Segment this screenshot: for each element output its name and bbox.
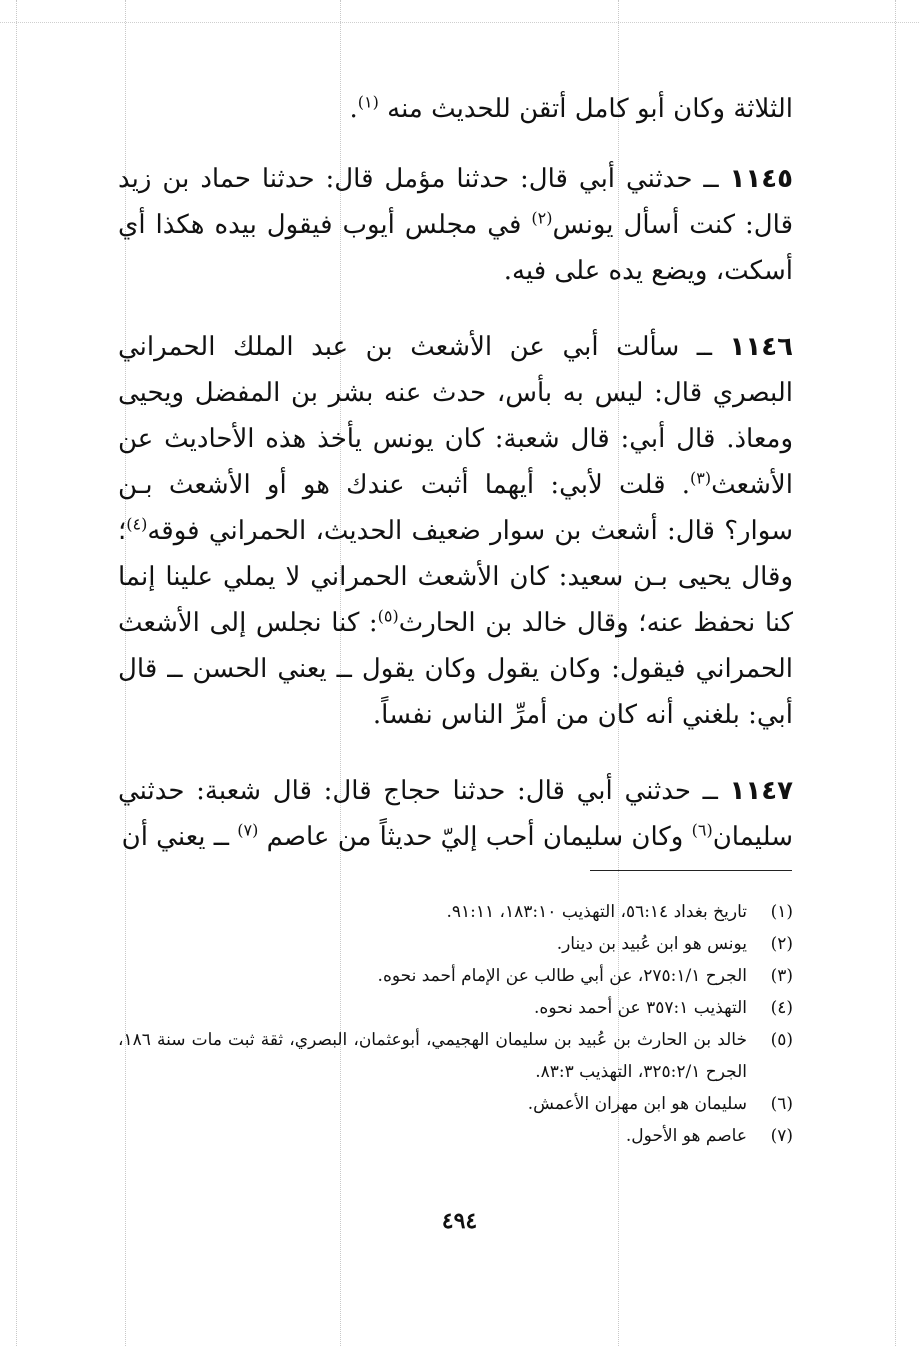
footnote-item: (٢) يونس هو ابن عُبيد بن دينار. — [556, 934, 793, 954]
scan-artifact-line — [895, 0, 896, 1346]
footnote-ref: (٣) — [689, 468, 712, 488]
footnote-item: (٧) عاصم هو الأحول. — [625, 1126, 793, 1146]
footnote-item: (١) تاريخ بغداد ٥٦:١٤، التهذيب ١٨٣:١٠، ٩١:١١. — [446, 902, 793, 922]
hadith-1145: ١١٤٥ ــ حدثني أبي قال: حدثنا مؤمل قال: حدثنا حماد بن زيد قال: كنت أسأل يونس$^{(٢)}$ في مجلس أيوب فيقول بيده هكذا أي أسكت، ويضع يده على فيه. — [118, 164, 794, 286]
hadith-1147: ١١٤٧ ــ حدثني أبي قال: حدثنا حجاج قال: قال شعبة: حدثني سليمان$^{(٦)}$ وكان سليمان أحب إليّ حديثاً من عاصم $^{(٧)}$ ــ يعني أن — [118, 776, 794, 852]
hadith-number: ١١٤٦ — [729, 332, 793, 362]
footnote-ref: (٥) — [377, 606, 399, 626]
footnote-item: (٥) خالد بن الحارث بن عُبيد بن سليمان الهجيمي، أبوعثمان، البصري، ثقة ثبت مات سنة ١٨٦، الجرح ٣٢٥:٢/١، التهذيب ٨٣:٣. — [118, 1030, 793, 1082]
footnote-divider — [590, 870, 792, 871]
hadith-1146: ١١٤٦ ــ سألت أبي عن الأشعث بن عبد الملك الحمراني البصري قال: ليس به بأس، حدث عنه بشر بن المفضل ويحيى ومعاذ. قال أبي: قال شعبة: كان يونس يأخذ هذه الأحاديث عن الأشعث$^{(٣)}$. قلت لأبي: أيهما أثبت عندك هو أو الأشعث بـن سوار؟ قال: أشعث بن سوار ضعيف الحديث، الحمراني فوقه$^{(٤)}$؛ وقال يحيى بـن سعيد: كان الأشعث الحمراني لا يملي علينا إنما كنا نحفظ عنه؛ وقال خالد بن الحارث$^{(٥)}$: كنا نجلس إلى الأشعث الحمراني فيقول: وكان يقول وكان يقول ــ يعني الحسن ــ قال أبي: بلغني أنه كان من أمرِّ الناس نفساً. — [118, 332, 793, 730]
scan-artifact-line — [16, 0, 17, 1346]
footnote-ref: (٦) — [691, 820, 713, 840]
footnote-item: (٤) التهذيب ٣٥٧:١ عن أحمد نحوه. — [534, 998, 793, 1018]
scan-artifact-line — [0, 22, 919, 23]
footnote-item: (٣) الجرح ٢٧٥:١/١، عن أبي طالب عن الإمام أحمد نحوه. — [377, 966, 793, 986]
main-text — [118, 86, 793, 860]
footnote-ref: (١) — [357, 92, 379, 112]
footnote-ref: (٢) — [531, 208, 553, 228]
footnote-ref: (٤) — [126, 514, 148, 534]
paragraph-continued: الثلاثة وكان أبو كامل أتقن للحديث منه $^{(١)}$. — [349, 92, 793, 124]
page-number: ٤٩٤ — [441, 1208, 478, 1234]
hadith-number: ١١٤٥ — [729, 164, 794, 194]
footnotes — [118, 896, 793, 1152]
footnote-ref: (٧) — [237, 820, 259, 840]
hadith-number: ١١٤٧ — [729, 776, 794, 806]
footnote-item: (٦) سليمان هو ابن مهران الأعمش. — [527, 1094, 793, 1114]
